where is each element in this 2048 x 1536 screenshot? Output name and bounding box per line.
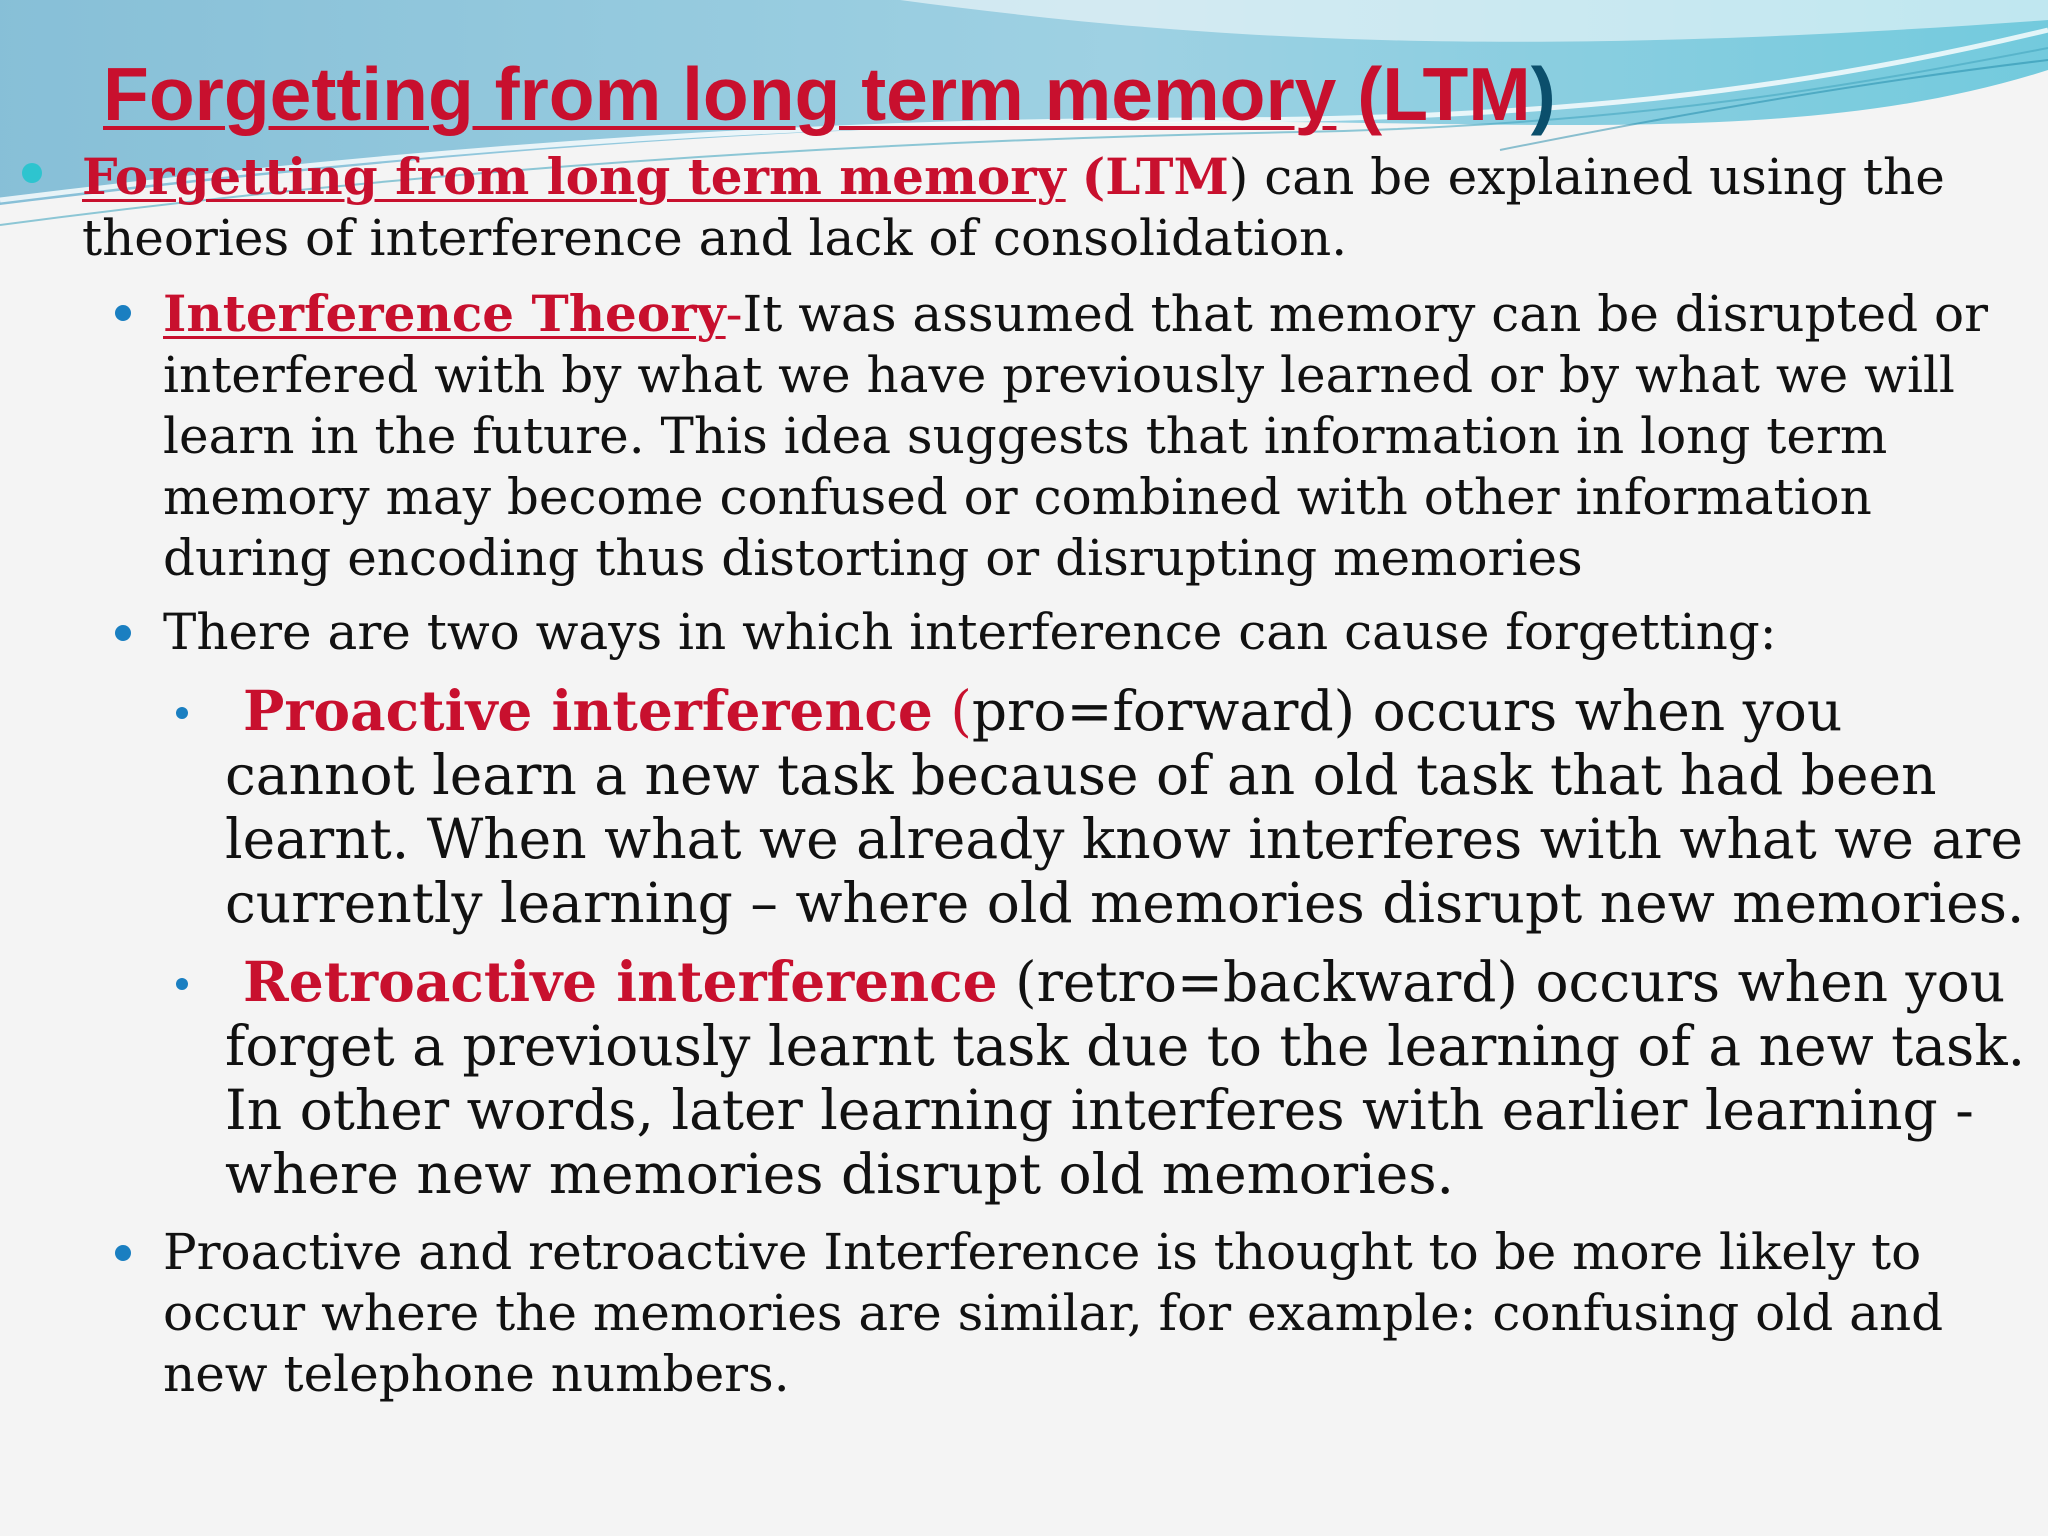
interference-theory-dash: - (725, 285, 743, 343)
similar-memories-text: Proactive and retroactive Interference is thought to be more likely to occur where the memories are similar, for example: confusing old and new telephone numbers. (163, 1223, 1944, 1403)
retroactive-label: Retroactive interference (243, 949, 998, 1014)
bullet-intro (82, 146, 1982, 269)
bullet-proactive (225, 679, 2035, 935)
two-ways-text: There are two ways in which interference can cause forgetting: (163, 603, 1777, 661)
intro-paren: (LTM (1081, 147, 1229, 206)
interference-theory-text: It was assumed that memory can be disrupted or interfered with by what we have previously learned or by what we will learn in the future. This idea suggests that information in long term memory may become confused or combined with other information during encoding thus distorting or disrupting memories (163, 285, 1989, 587)
bullet-interference-theory (163, 283, 2043, 589)
bullet-marker-blue (115, 1245, 131, 1261)
retroactive-text: (retro=backward) occurs when you forget a previously learnt task due to the learning of a new task. In other words, later learning interferes with earlier learning - where new memories disrupt old memories. (225, 950, 2026, 1206)
bullet-two-ways (163, 602, 2043, 663)
interference-theory-label: Interference Theory (163, 284, 726, 343)
bullet-marker-small (176, 707, 188, 719)
bullet-marker-blue (115, 305, 131, 321)
bullet-marker-blue (115, 625, 131, 641)
title-paren-close: ) (1530, 52, 1556, 136)
intro-text: ) can be explained using the theories of interference and lack of consolidation. (82, 148, 1945, 267)
title-main: Forgetting from long term memory (103, 52, 1337, 136)
proactive-label: Proactive interference (243, 678, 933, 743)
bullet-similar-memories (163, 1222, 2043, 1405)
title-paren-open: ( (1357, 52, 1383, 136)
bullet-marker-small (176, 978, 188, 990)
proactive-text: pro=forward) occurs when you cannot learn a new task because of an old task that had been learnt. When what we already know interferes with what we are currently learning – where old memories disrupt new memories. (225, 679, 2025, 935)
bullet-marker-teal (22, 163, 42, 183)
title-abbr: LTM (1382, 52, 1531, 136)
proactive-paren: ( (950, 679, 972, 743)
bullet-retroactive (225, 950, 2035, 1206)
intro-link: Forgetting from long term memory (82, 147, 1066, 206)
